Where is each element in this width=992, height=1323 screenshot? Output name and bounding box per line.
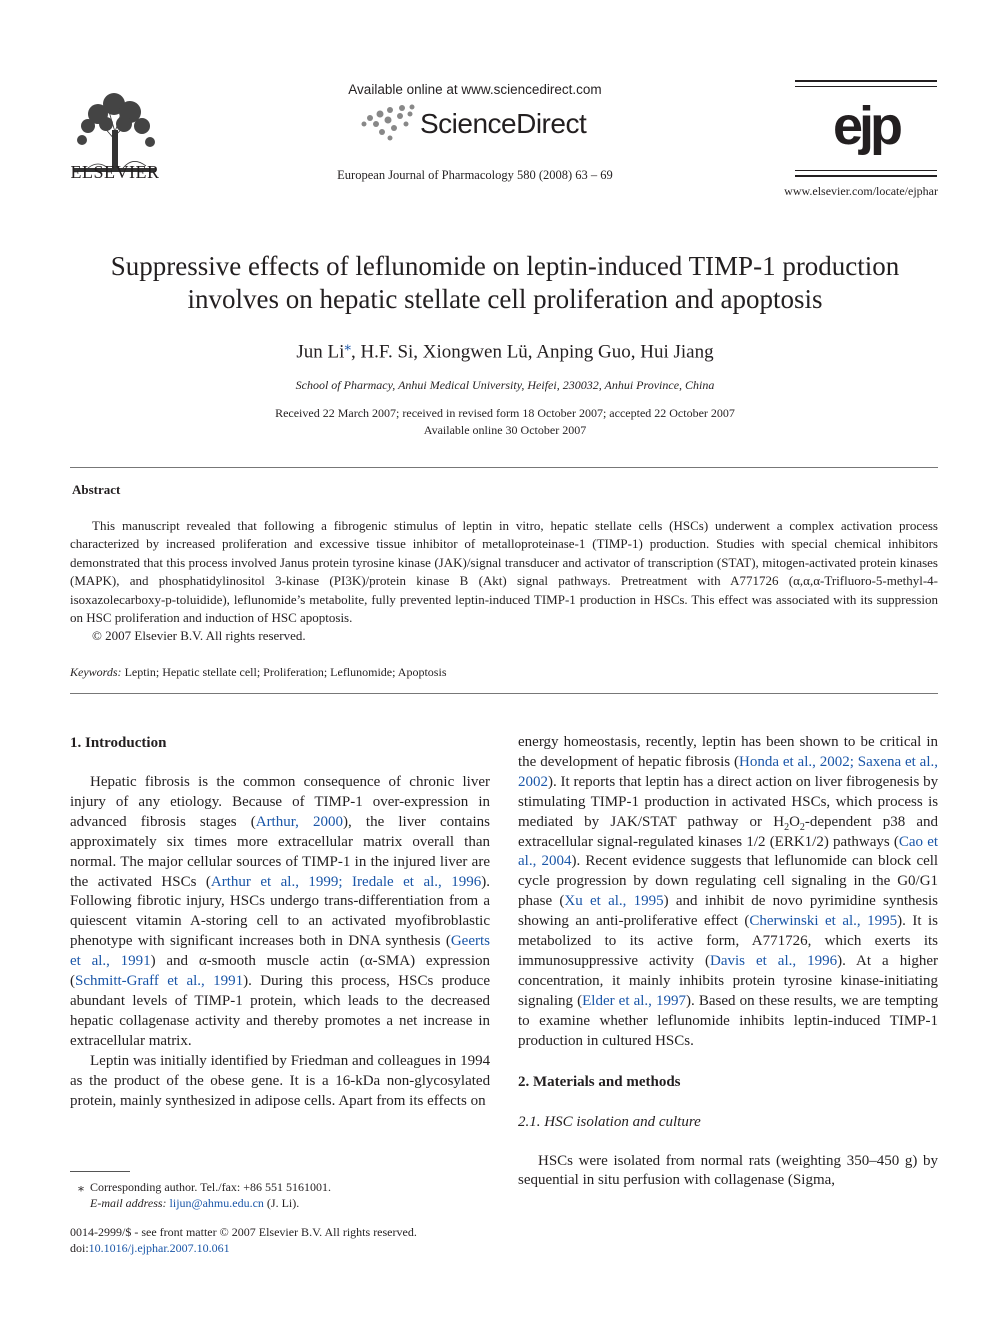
citation-link[interactable]: Elder et al., 1997	[582, 992, 687, 1009]
ejp-bottom-rule-thin	[795, 170, 937, 171]
available-online-text: Available online at www.sciencedirect.com	[348, 82, 602, 97]
keywords-list: Leptin; Hepatic stellate cell; Proliferation; Leflunomide; Apoptosis	[124, 665, 447, 679]
sciencedirect-dots-icon	[360, 104, 420, 144]
journal-url[interactable]: www.elsevier.com/locate/ejphar	[784, 184, 938, 198]
ejp-bottom-rule	[795, 175, 937, 177]
publisher-wordmark: ELSEVIER	[70, 162, 160, 182]
citation-link[interactable]: Cao et al., 2004	[518, 833, 939, 870]
title-line-1: Suppressive effects of leflunomide on leptin-induced TIMP-1 production	[110, 251, 900, 281]
available-online-date: Available online 30 October 2007	[423, 423, 587, 437]
section-heading-introduction: 1. Introduction	[70, 735, 167, 751]
subsection-heading-hsc: 2.1. HSC isolation and culture	[518, 1113, 701, 1130]
abstract-body	[70, 517, 938, 646]
keywords	[70, 665, 938, 680]
ejp-top-rule-thin	[795, 86, 937, 87]
abstract-copyright: © 2007 Elsevier B.V. All rights reserved.	[92, 628, 306, 644]
issn-line: 0014-2999/$ - see front matter © 2007 Elsevier B.V. All rights reserved.	[70, 1225, 417, 1239]
sciencedirect-wordmark: ScienceDirect	[420, 108, 587, 139]
email-link[interactable]: lijun@ahmu.edu.cn	[169, 1196, 264, 1210]
abstract-paragraph: This manuscript revealed that following a fibrogenic stimulus of leptin in vitro, hepatic stellate cells (HSCs) underwent a complex activation process characterized by increased proliferation and excessive tissue inhibitor of metalloproteinase-1 (TIMP-1) production. Studies with special chemical inhibitors demonstrated that this process involved Janus protein tyrosine kinase (JAK)/signal transducer and activator of transcription (STAT), mitogen-activated protein kinases (MAPK), and phosphatidylinositol 3-kinase (PI3K)/protein kinase B (Akt) signal pathways. Pretreatment with A771726 (α,α,α-Trifluoro-5-methyl-4-isoxazolecarboxy-p-toluidide), leflunomide’s metabolite, fully prevented leptin-induced TIMP-1 production in HSCs. This effect was associated with its suppression on HSC proliferation and induction of HSC apoptosis.	[70, 518, 938, 626]
email-footnote: E-mail address: lijun@ahmu.edu.cn (J. Li).	[90, 1196, 300, 1210]
intro-paragraph-1: Hepatic fibrosis is the common consequence of chronic liver injury of any etiology. Because of TIMP-1 over-expression in advanced fibrosis stages (Arthur, 2000), the liver contains approximately six times more extracellular matrix overall than normal. The major cellular sources of TIMP-1 in the injured liver are the activated HSCs (Arthur et al., 1999; Iredale et al., 1996). Following fibrotic injury, HSCs undergo trans-differentiation from a quiescent vitamin A-storing cell to an activated myofibroblastic phenotype with significant increases both in DNA synthesis (Geerts et al., 1991) and α-smooth muscle actin (α-SMA) expression (Schmitt-Graff et al., 1991). During this process, HSCs produce abundant levels of TIMP-1 protein, which leads to the decreased hepatic collagenase activity and thereby promotes a net increase in extracellular matrix.	[70, 774, 491, 1049]
received-dates: Received 22 March 2007; received in revised form 18 October 2007; accepted 22 October 2007	[275, 406, 735, 420]
article-history	[60, 405, 950, 439]
left-column	[70, 733, 490, 1111]
citation-link[interactable]: Xu et al., 1995	[564, 893, 664, 910]
article-title	[60, 250, 950, 316]
citation-link[interactable]: Cherwinski et al., 1995	[749, 913, 898, 930]
citation-link[interactable]: Davis et al., 1996	[710, 952, 838, 969]
citation-link[interactable]: Schmitt-Graff et al., 1991	[75, 973, 244, 990]
author-first: Jun Li	[296, 341, 345, 363]
citation-link[interactable]: Honda et al., 2002; Saxena et al., 2002	[518, 753, 939, 790]
footnote-rule	[70, 1171, 130, 1172]
affiliation: School of Pharmacy, Anhui Medical University, Heifei, 230032, Anhui Province, China	[295, 378, 715, 392]
citation-link[interactable]: Arthur, 2000	[255, 813, 344, 830]
corresponding-author-mark[interactable]: ⁎	[344, 338, 351, 353]
journal-citation: European Journal of Pharmacology 580 (2008) 63 – 69	[337, 168, 613, 182]
intro-paragraph-2-continuation: energy homeostasis, recently, leptin has been shown to be critical in the development of hepatic fibrosis (Honda et al., 2002; Saxena et al., 2002). It reports that leptin has a direct action on liver fibrogenesis by stimulating TIMP-1 production in activated HSCs, which process is mediated by JAK/STAT pathway or $H_2O_2$-dependent p38 and extracellular signal-regulated kinases 1/2 (ERK1/2) pathways (Cao et al., 2004). Recent evidence suggests that leflunomide can block cell cycle progression by down regulating cell signaling in the G0/G1 phase (Xu et al., 1995) and inhibit de novo pyrimidine synthesis showing an anti-proliferative effect (Cherwinski et al., 1995). It is metabolized to its active form, A771726, which exerts its immunosuppressive activity (Davis et al., 1996). At a higher concentration, it mainly inhibits protein tyrosine kinase-initiating signaling (Elder et al., 1997). Based on these results, we are tempting to examine whether leflunomide inhibits leptin-induced TIMP-1 production in cultured HSCs.	[518, 734, 939, 1049]
abstract-bottom-rule	[70, 693, 938, 694]
citation-link[interactable]: Geerts et al., 1991	[70, 933, 490, 970]
footnote	[70, 1179, 490, 1211]
citation-link[interactable]: Arthur et al., 1999; Iredale et al., 1996	[210, 873, 482, 890]
ejp-logo: ejp	[832, 96, 900, 156]
doi-line: doi:10.1016/j.ejphar.2007.10.061	[70, 1241, 230, 1255]
title-line-2: involves on hepatic stellate cell proliferation and apoptosis	[187, 284, 823, 314]
ejp-top-rule	[795, 80, 937, 82]
abstract-heading: Abstract	[72, 482, 121, 497]
intro-paragraph-2-continued	[518, 733, 938, 1052]
methods-paragraph-1: HSCs were isolated from normal rats (weighting 350–450 g) by sequential in situ perfusion with collagenase (Sigma,	[518, 1152, 938, 1189]
abstract-top-rule	[70, 467, 938, 468]
keywords-label: Keywords:	[70, 665, 122, 679]
intro-paragraph-2: Leptin was initially identified by Friedman and colleagues in 1994 as the product of the obese gene. It is a 16-kDa non-glycosylated protein, mainly synthesized in adipose cells. Apart from its effects on	[70, 1052, 491, 1109]
section-heading-methods: 2. Materials and methods	[518, 1073, 681, 1090]
doi-link[interactable]: 10.1016/j.ejphar.2007.10.061	[88, 1241, 230, 1255]
corresponding-author-footnote: ⁎ Corresponding author. Tel./fax: +86 551 5161001.	[78, 1180, 332, 1194]
right-column	[518, 733, 938, 1191]
issn-block	[70, 1224, 490, 1256]
author-list	[60, 338, 950, 363]
authors-rest: , H.F. Si, Xiongwen Lü, Anping Guo, Hui Jiang	[350, 341, 714, 363]
